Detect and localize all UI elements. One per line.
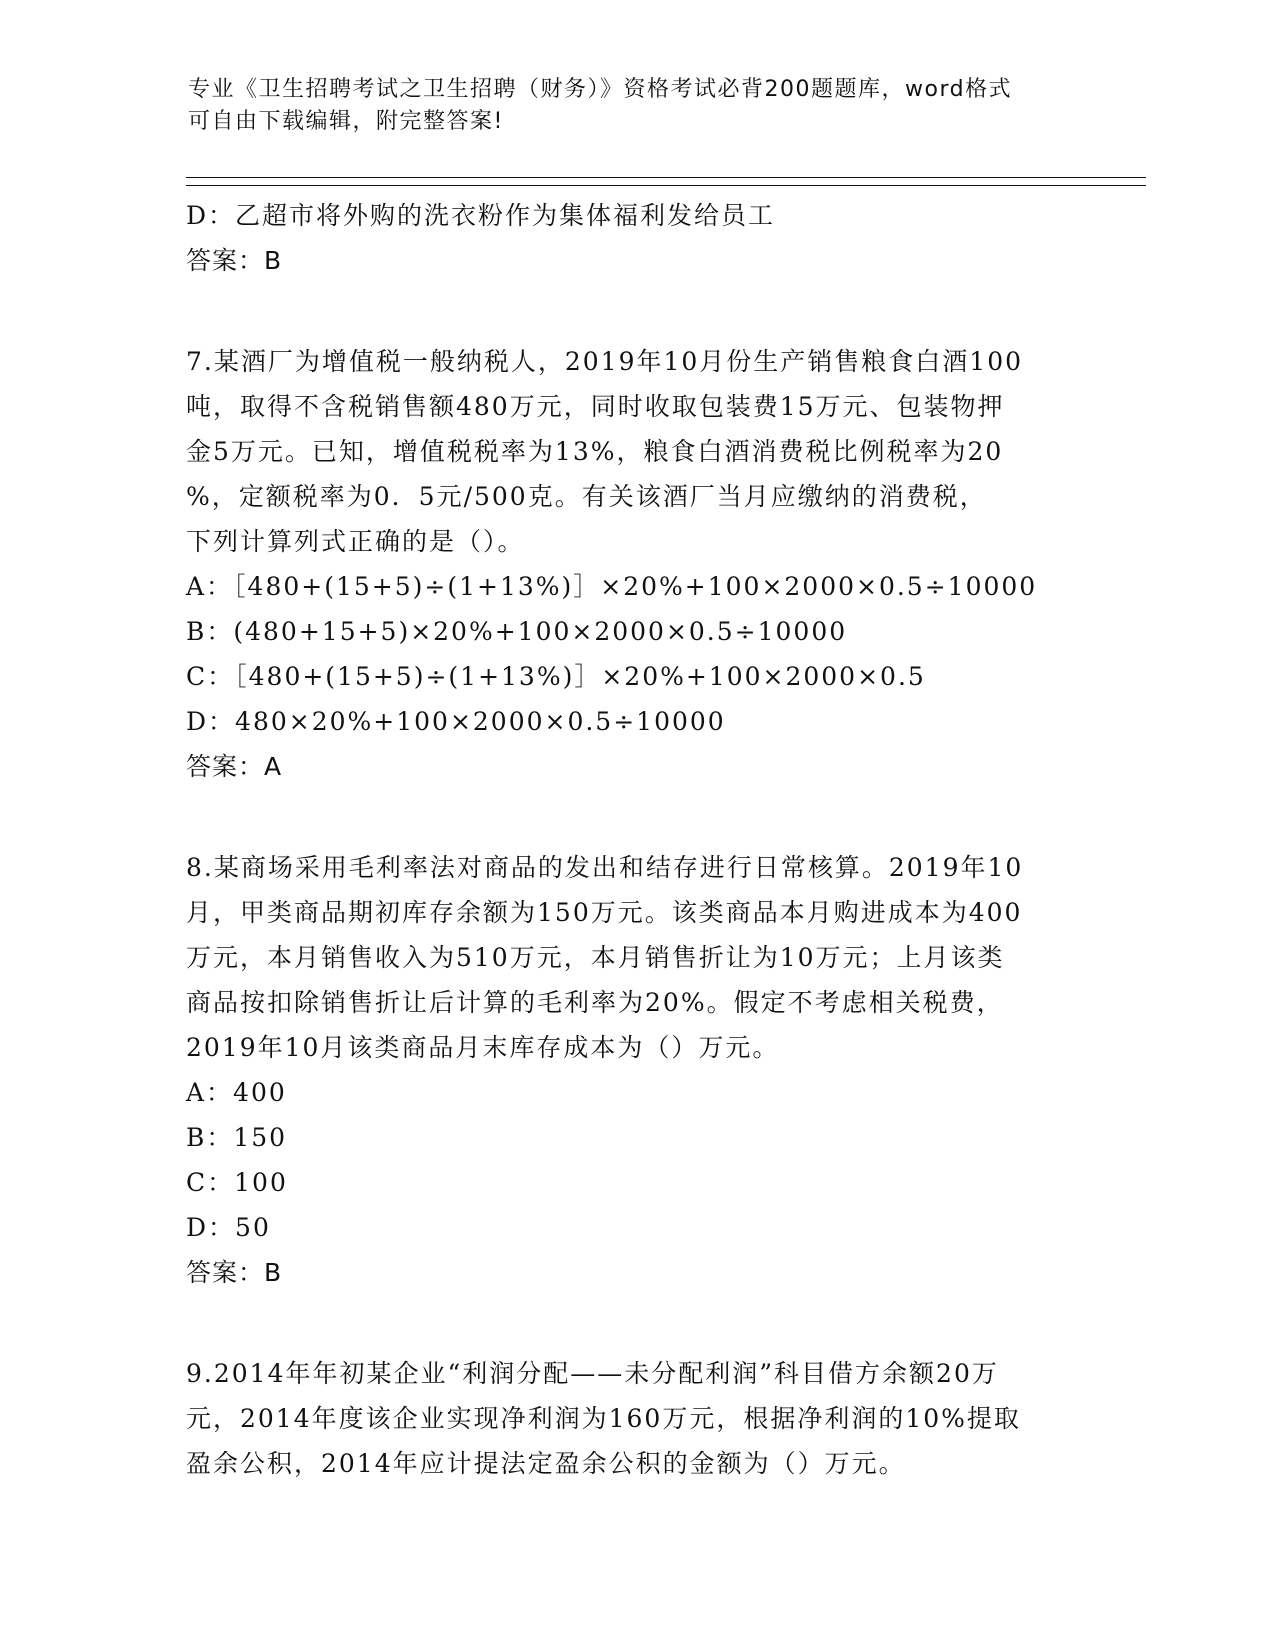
option-d: D：480×20%+100×2000×0.5÷10000 [186,707,726,736]
question-9-stem [186,1351,1086,1486]
option-d: D：50 [186,1213,271,1242]
stem-line: 商品按扣除销售折让后计算的毛利率为20%。假定不考虑相关税费， [186,988,1004,1017]
stem-line: 7.某酒厂为增值税一般纳税人，2019年10月份生产销售粮食白酒100 [186,347,1024,376]
stem-line: 2019年10月该类商品月末库存成本为（）万元。 [186,1033,780,1062]
question-content [186,193,1086,1486]
page-header [188,74,1088,138]
stem-line: 元，2014年度该企业实现净利润为160万元，根据净利润的10%提取 [186,1404,1021,1433]
stem-line: 下列计算列式正确的是（）。 [186,527,525,556]
question-8 [186,845,1086,1295]
answer: 答案：B [186,1258,283,1287]
header-line-1: 专业《卫生招聘考试之卫生招聘（财务）》资格考试必背200题题库，word格式 [188,77,1013,102]
option-b: B：(480+15+5)×20%+100×2000×0.5÷10000 [186,617,848,646]
option-c: C：［480+(15+5)÷(1+13%)］×20%+100×2000×0.5 [186,662,926,691]
question-9 [186,1351,1086,1486]
question-7-stem [186,339,1086,564]
option-b: B：150 [186,1123,288,1152]
stem-line: 万元，本月销售收入为510万元，本月销售折让为10万元；上月该类 [186,943,1005,972]
stem-line: %，定额税率为0．5元/500克。有关该酒厂当月应缴纳的消费税， [186,482,987,511]
question-7 [186,339,1086,789]
option-d: D：乙超市将外购的洗衣粉作为集体福利发给员工 [186,201,776,230]
previous-question-tail [186,193,1086,283]
stem-line: 9.2014年年初某企业“利润分配——未分配利润”科目借方余额20万 [186,1359,999,1388]
option-a: A：［480+(15+5)÷(1+13%)］×20%+100×2000×0.5÷10000 [186,572,1038,601]
header-line-2: 可自由下载编辑，附完整答案! [188,109,504,134]
answer: 答案：A [186,752,283,781]
question-8-stem [186,845,1086,1070]
stem-line: 吨，取得不含税销售额480万元，同时收取包装费15万元、包装物押 [186,392,1005,421]
stem-line: 金5万元。已知，增值税税率为13%，粮食白酒消费税比例税率为20 [186,437,1004,466]
stem-line: 盈余公积，2014年应计提法定盈余公积的金额为（）万元。 [186,1449,906,1478]
header-divider [186,177,1146,186]
stem-line: 月，甲类商品期初库存余额为150万元。该类商品本月购进成本为400 [186,898,1023,927]
option-c: C：100 [186,1168,288,1197]
option-a: A：400 [186,1078,287,1107]
answer: 答案：B [186,246,283,275]
stem-line: 8.某商场采用毛利率法对商品的发出和结存进行日常核算。2019年10 [186,853,1024,882]
